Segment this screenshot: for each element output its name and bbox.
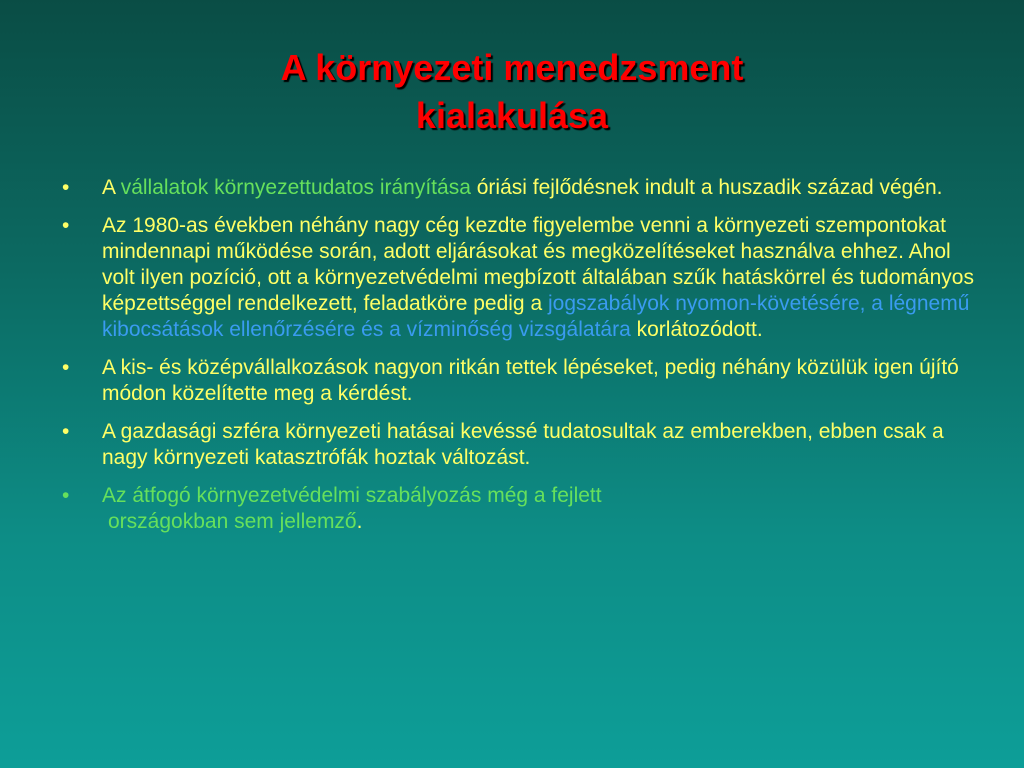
bullet-item-3: [60, 355, 980, 407]
slide-title-line-1: A környezeti menedzsment: [280, 47, 744, 88]
bullet-item-5: [60, 483, 980, 535]
bullet-5-line-2: országokban sem jellemző: [108, 510, 357, 533]
bullet-1-text-start: A: [102, 176, 121, 199]
bullet-1-text-end: óriási fejlődésnek indult a huszadik század végén.: [470, 176, 943, 199]
bullet-4-text: A gazdasági szféra környezeti hatásai kevéssé tudatosultak az emberekben, ebben csak a nagy környezeti katasztrófák hoztak változást.: [102, 420, 944, 469]
bullet-marker: •: [62, 214, 70, 237]
bullet-marker: •: [62, 420, 70, 443]
bullet-5-line-1: Az átfogó környezetvédelmi szabályozás még a fejlett: [102, 484, 602, 507]
bullet-item-4: [60, 419, 980, 471]
bullet-marker: •: [62, 356, 70, 379]
slide-title: [0, 44, 1024, 140]
bullet-marker: •: [62, 484, 70, 507]
bullet-marker: •: [62, 176, 70, 199]
bullet-5-period: .: [356, 510, 363, 533]
bullet-2-highlight: jogszabályok nyomon-követésére, a légnemű kibocsátások ellenőrzésére és a vízminőség vizsgálatára: [102, 292, 970, 341]
bullet-list: [60, 175, 980, 547]
bullet-item-1: [60, 175, 980, 201]
bullet-item-2: [60, 213, 980, 343]
bullet-1-highlight: vállalatok környezettudatos irányítása: [120, 176, 471, 199]
slide-title-line-2: kialakulása: [415, 95, 609, 136]
bullet-2-text-end: korlátozódott.: [630, 318, 763, 341]
bullet-2-text-start: Az 1980-as években néhány nagy cég kezdte figyelembe venni a környezeti szempontokat mindennapi működése során, adott eljárásokat és megközelítéseket használva ehhez. Ahol volt ilyen pozíció, ott a környezetvédelmi megbízott általában szűk hatáskörrel és tudományos képzettséggel rendelkezett, feladatköre pedig a: [102, 214, 974, 315]
bullet-3-text: A kis- és középvállalkozások nagyon ritkán tettek lépéseket, pedig néhány közülük igen újító módon közelítette meg a kérdést.: [102, 356, 959, 405]
